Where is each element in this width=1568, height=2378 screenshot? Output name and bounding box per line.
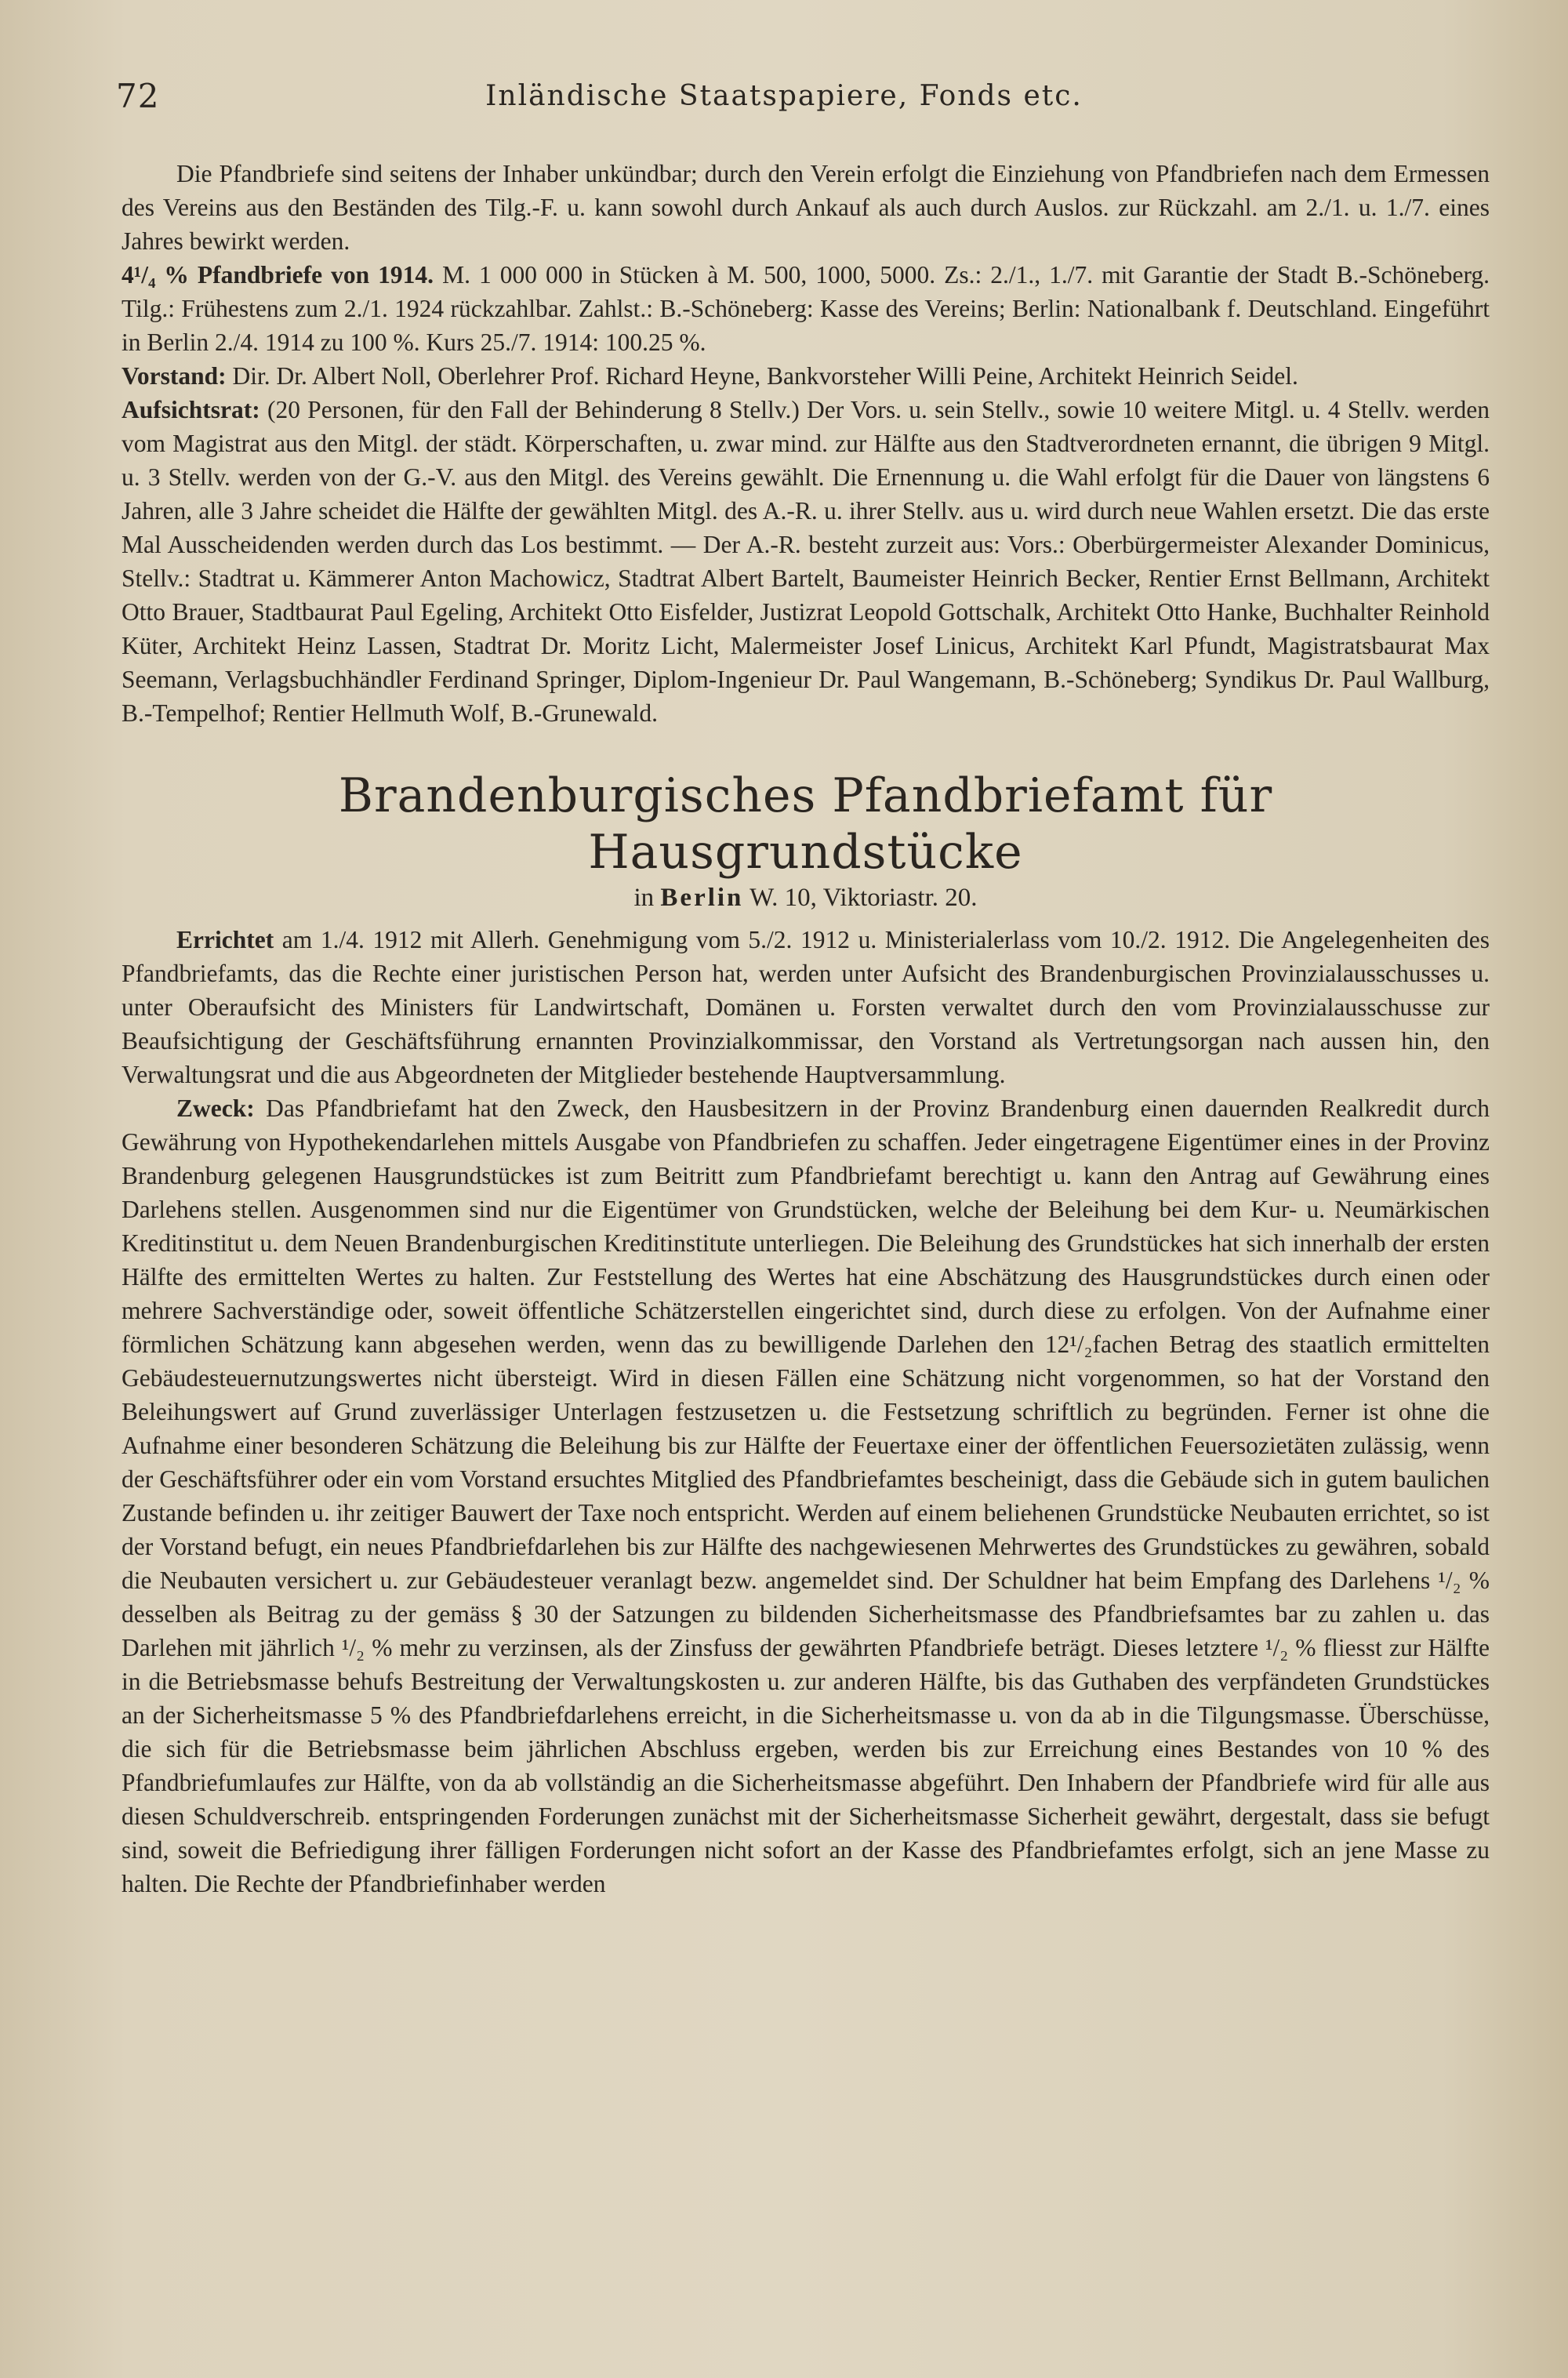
founded-label: Errichtet — [176, 926, 274, 953]
running-title: Inländische Staatspapiere, Fonds etc. — [485, 80, 1083, 112]
page-number: 72 — [116, 77, 160, 115]
location-address: W. 10, Viktoriastr. 20. — [750, 884, 978, 912]
purpose-text: Das Pfandbriefamt hat den Zweck, den Hausbesitzern in der Provinz Brandenburg einen dauernden Realkredit durch Gewährung von Hypothekendarlehen mittels Ausgabe von Pfandbriefen zu schaffen. Jeder eingetragene Eigentümer eines in der Provinz Brandenburg gelegenen Hausgrundstückes ist zum Beitritt zum Pfandbriefamt berechtigt u. kann den Antrag auf Gewährung eines Darlehens stellen. Ausgenommen sind nur die Eigentümer von Grundstücken, welche der Beleihung bei dem Kur- u. Neumärkischen Kreditinstitut u. dem Neuen Brandenburgischen Kreditinstitute unterliegen. Die Beleihung des Grundstückes hat sich innerhalb der ersten Hälfte des ermittelten Wertes zu halten. Zur Feststellung des Wertes hat eine Abschätzung des Hausgrundstückes durch einen oder mehrere Sachverständige oder, soweit öffentliche Schätzerstellen eingerichtet sind, durch diese zu erfolgen. Von der Aufnahme einer förmlichen Schätzung kann abgesehen werden, wenn das zu bewilligende Darlehen den 12¹/₂fachen Betrag des staatlich ermittelten Gebäudesteuernutzungswertes nicht übersteigt. Wird in diesen Fällen eine Schätzung nicht vorgenommen, so hat der Vorstand den Beleihungswert auf Grund zuverlässiger Unterlagen festzusetzen u. die Festsetzung schriftlich zu begründen. Ferner ist ohne die Aufnahme einer besonderen Schätzung die Beleihung bis zur Hälfte der Feuertaxe einer der öffentlichen Feuersozietäten zulässig, wenn der Geschäftsführer oder ein vom Vorstand ersuchtes Mitglied des Pfandbriefamtes bescheinigt, dass die Gebäude sich in gutem baulichen Zustande befinden u. ihr zeitiger Bauwert der Taxe noch entspricht. Werden auf einem beliehenen Grundstücke Neubauten errichtet, so ist der Vorstand befugt, ein neues Pfandbriefdarlehen bis zur Hälfte des nachgewiesenen Mehrwertes des Grundstückes zu gewähren, sobald die Neubauten versichert u. zur Gebäudesteuer veranlagt bezw. angemeldet sind. Der Schuldner hat beim Empfang des Darlehens ¹/₂ % desselben als Beitrag zu der gemäss § 30 der Satzungen zu bildenden Sicherheitsmasse des Pfandbriefsamtes bar zu zahlen u. das Darlehen mit jährlich ¹/₂ % mehr zu verzinsen, als der Zinsfuss der gewährten Pfandbriefe beträgt. Dieses letztere ¹/₂ % fliesst zur Hälfte in die Betriebsmasse behufs Bestreitung der Verwaltungskosten u. zur anderen Hälfte, bis das Guthaben des verpfändeten Grundstückes an der Sicherheitsmasse 5 % des Pfandbriefdarlehens erreicht, in die Sicherheitsmasse u. von da ab in die Tilgungsmasse. Überschüsse, die sich für die Betriebsmasse beim jährlichen Abschluss ergeben, werden bis zur Erreichung eines Bestandes von 10 % des Pfandbriefumlaufes zur Hälfte, von da ab vollständig an die Sicherheitsmasse abgeführt. Den Inhabern der Pfandbriefe wird für alle aus diesen Schuldverschreib. entspringenden Forderungen zunächst mit der Sicherheitsmasse Sicherheit gewährt, dergestalt, dass sie befugt sind, soweit die Befriedigung ihrer fälligen Forderungen nicht sofort an der Kasse des Pfandbriefamtes erfolgt, sich an jene Masse zu halten. Die Rechte der Pfandbriefinhaber werden — [122, 1095, 1490, 1897]
founded-text: am 1./4. 1912 mit Allerh. Genehmigung vom 5./2. 1912 u. Ministerialerlass vom 10./2. 1912. Die Angelegenheiten des Pfandbriefamts, das die Rechte einer juristischen Person hat, werden unter Aufsicht des Brandenburgischen Provinzialausschusses u. unter Oberaufsicht des Ministers für Landwirtschaft, Domänen u. Forsten verwaltet durch den vom Provinzialausschusse zur Beaufsichtigung der Geschäftsführung ernannten Provinzialkommissar, den Vorstand als Vertretungsorgan nach aussen hin, den Verwaltungsrat und die aus Abgeordneten der Mitglieder bestehende Hauptversammlung. — [122, 926, 1490, 1088]
board-paragraph — [122, 359, 1490, 393]
supervisory-text: (20 Personen, für den Fall der Behinderung 8 Stellv.) Der Vors. u. sein Stellv., sowie 10 weitere Mitgl. u. 4 Stellv. werden vom Magistrat aus den Mitgl. der städt. Körperschaften, u. zwar mind. zur Hälfte aus den Stadtverordneten ernannt, die übrigen 9 Mitgl. u. 3 Stellv. werden von der G.-V. aus den Mitgl. des Vereins gewählt. Die Ernennung u. die Wahl erfolgt für die Dauer von längstens 6 Jahren, alle 3 Jahre scheidet die Hälfte der gewählten Mitgl. des A.-R. u. ihrer Stellv. aus u. wird durch neue Wahlen ersetzt. Die das erste Mal Ausscheidenden werden durch das Los bestimmt. — Der A.-R. besteht zurzeit aus: Vors.: Oberbürgermeister Alexander Dominicus, Stellv.: Stadtrat u. Kämmerer Anton Machowicz, Stadtrat Albert Bartelt, Baumeister Heinrich Becker, Rentier Ernst Bellmann, Architekt Otto Brauer, Stadtbaurat Paul Egeling, Architekt Otto Eisfelder, Justizrat Leopold Gottschalk, Architekt Otto Hanke, Buchhalter Reinhold Küter, Architekt Heinz Lassen, Stadtrat Dr. Moritz Licht, Malermeister Josef Linicus, Architekt Karl Pfundt, Magistratsbaurat Max Seemann, Verlagsbuchhändler Ferdinand Springer, Diplom-Ingenieur Dr. Paul Wangemann, B.-Schöneberg; Syndikus Dr. Paul Wallburg, B.-Tempelhof; Rentier Hellmuth Wolf, B.-Grunewald. — [122, 396, 1490, 727]
bond-title: 4¹/₄ % Pfandbriefe von 1914. — [122, 261, 434, 289]
board-label: Vorstand: — [122, 362, 227, 390]
location-prefix: in — [633, 884, 655, 912]
bond-paragraph — [122, 258, 1490, 359]
location-city: Berlin — [660, 884, 744, 912]
supervisory-label: Aufsichtsrat: — [122, 396, 260, 423]
purpose-label: Zweck: — [176, 1095, 255, 1122]
section-location — [122, 880, 1490, 915]
board-text: Dir. Dr. Albert Noll, Oberlehrer Prof. Richard Heyne, Bankvorsteher Willi Peine, Architekt Heinrich Seidel. — [232, 362, 1298, 390]
section-title: Brandenburgisches Pfandbriefamt für Hausgrundstücke — [338, 768, 1273, 880]
founded-paragraph — [122, 923, 1490, 1091]
page-header — [110, 77, 1458, 124]
supervisory-paragraph — [122, 393, 1490, 730]
bond-text: M. 1 000 000 in Stücken à M. 500, 1000, 5000. Zs.: 2./1., 1./7. mit Garantie der Stadt B.-Schöneberg. Tilg.: Frühestens zum 2./1. 1924 rückzahlbar. Zahlst.: B.-Schöneberg: Kasse des Vereins; Berlin: Nationalbank f. Deutschland. Eingeführt in Berlin 2./4. 1914 zu 100 %. Kurs 25./7. 1914: 100.25 %. — [122, 261, 1490, 356]
intro-paragraph: Die Pfandbriefe sind seitens der Inhaber unkündbar; durch den Verein erfolgt die Einziehung von Pfandbriefen nach dem Ermessen des Vereins aus den Beständen des Tilg.-F. u. kann sowohl durch Ankauf als auch durch Auslos. zur Rückzahl. am 2./1. u. 1./7. eines Jahres bewirkt werden. — [122, 160, 1490, 255]
purpose-paragraph — [122, 1091, 1490, 1901]
body-text — [122, 157, 1490, 1901]
